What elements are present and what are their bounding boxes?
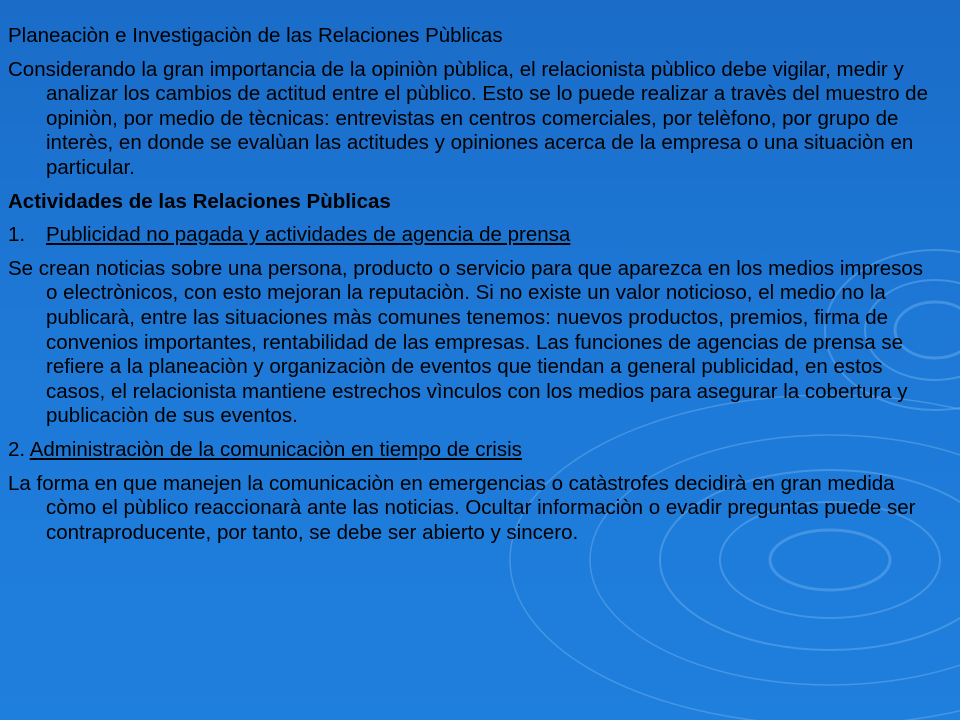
section-heading: Actividades de las Relaciones Pùblicas xyxy=(8,189,391,213)
item-2-heading: Administraciòn de la comunicaciòn en tiempo de crisis xyxy=(29,437,522,461)
list-item-2 xyxy=(8,438,933,463)
item-1-body: Se crean noticias sobre una persona, producto o servicio para que aparezca en los medios impresos o electrònicos, con esto mejoran la reputaciòn. Si no existe un valor noticioso, el medio no la publicarà, entre las situaciones màs comunes tenemos: nuevos productos, premios, firma de convenios importantes, rentabilidad de las empresas. Las funciones de agencias de prensa se refiere a la planeaciòn y organizaciòn de eventos que tiendan a general publicidad, en estos casos, el relacionista mantiene estrechos vìnculos con los medios para asegurar la cobertura y publicaciòn de sus eventos. xyxy=(8,256,924,428)
slide-title: Planeaciòn e Investigaciòn de las Relaciones Pùblicas xyxy=(8,24,503,47)
intro-paragraph: Considerando la gran importancia de la opiniòn pùblica, el relacionista pùblico debe vigilar, medir y analizar los cambios de actitud entre el pùblico. Esto se lo puede realizar a travès del muestro de opiniòn, por medio de tècnicas: entrevistas en centros comerciales, por telèfono, por grupo de interès, en donde se evalùan las actitudes y opiniones acerca de la empresa o una situaciòn en particular. xyxy=(8,57,928,179)
item-1-number: 1. xyxy=(8,223,26,247)
item-2-number: 2. xyxy=(8,437,26,461)
item-2-body: La forma en que manejen la comunicaciòn en emergencias o catàstrofes decidirà en gran medida còmo el pùblico reaccionarà ante las noticias. Ocultar informaciòn o evadir preguntas puede ser contraproducente, por tanto, se debe ser abierto y sincero. xyxy=(8,471,916,544)
list-item-1 xyxy=(8,223,933,248)
item-1-heading: Publicidad no pagada y actividades de agencia de prensa xyxy=(46,223,571,247)
slide-content xyxy=(8,24,933,554)
